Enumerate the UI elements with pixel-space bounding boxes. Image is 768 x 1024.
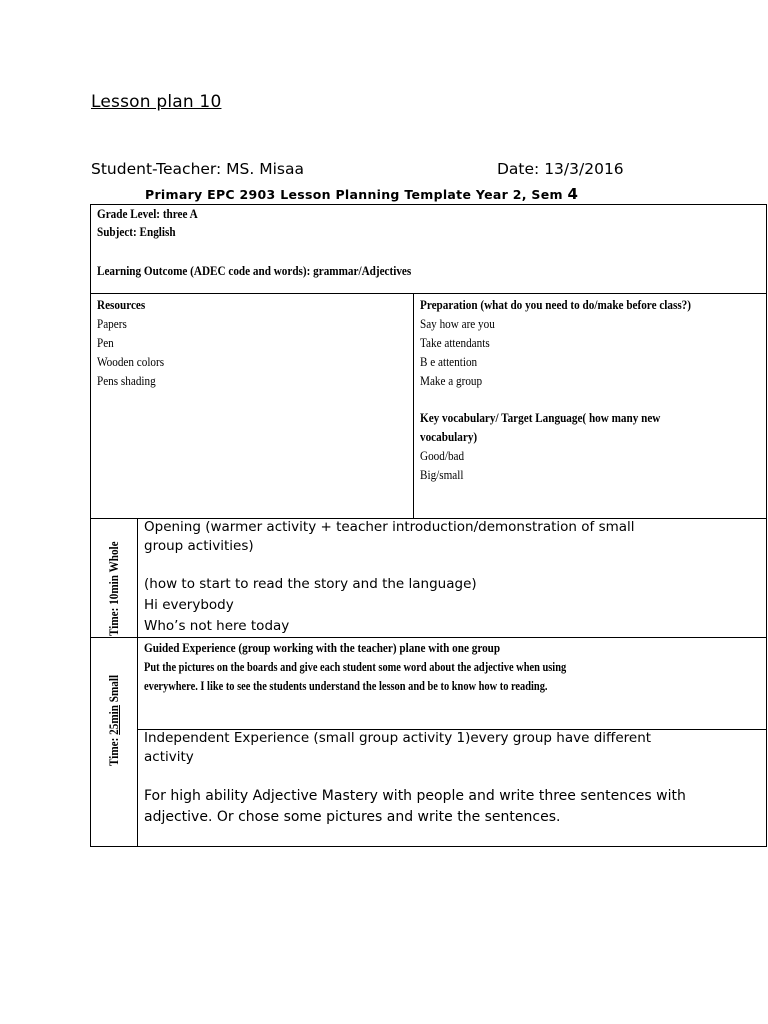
preparation-item: Say how are you [420, 316, 495, 331]
independent-body [144, 786, 686, 828]
preparation-item: B e attention [420, 354, 478, 369]
template-title-text: Primary EPC 2903 Lesson Planning Template Year 2, Sem [145, 187, 563, 202]
time-label-whole [106, 526, 122, 636]
guided-heading: Guided Experience (group working with the teacher) plane with one group [144, 640, 501, 655]
time-label-small [106, 660, 122, 766]
opening-line: Hi everybody [144, 597, 234, 613]
vocabulary-item: Good/bad [420, 448, 465, 463]
subject-text: Subject: English [97, 224, 176, 239]
independent-heading-line: activity [144, 749, 194, 765]
learning-outcome [97, 261, 462, 280]
vocabulary-heading-cont: vocabulary) [420, 429, 478, 444]
vocabulary-item: Big/small [420, 467, 464, 482]
time-label-whole-text: Time: 10min Whole [106, 541, 121, 636]
resource-item: Pen [97, 335, 114, 350]
independent-body-line: For high ability Adjective Mastery with people and write three sentences with [144, 788, 686, 804]
independent-body-line: adjective. Or chose some pictures and write the sentences. [144, 809, 561, 825]
subject [97, 222, 188, 241]
student-teacher-label: Student-Teacher: MS. Misaa [91, 160, 305, 178]
learning-outcome-text: Learning Outcome (ADEC code and words): grammar/Adjectives [97, 263, 412, 278]
divider-resources-preparation [413, 293, 414, 518]
guided-body-line: Put the pictures on the boards and give each student some word about the adjective when using [144, 659, 567, 674]
guided-section [144, 638, 672, 695]
resource-item: Wooden colors [97, 354, 165, 369]
divider-header [90, 293, 767, 294]
preparation-item: Make a group [420, 373, 483, 388]
grade-level-text: Grade Level: three A [97, 206, 198, 221]
template-title-number: 4 [567, 185, 579, 203]
independent-heading [144, 729, 651, 767]
preparation-item: Take attendants [420, 335, 490, 350]
time-label-small-prefix: Time: [106, 734, 121, 766]
divider-side-column [137, 518, 138, 847]
time-label-small-minutes: 25min [106, 705, 121, 735]
grade-level [97, 204, 214, 223]
opening-heading-line: group activities) [144, 538, 254, 554]
opening-body [144, 574, 477, 637]
preparation-cell [420, 295, 735, 484]
document-title: Lesson plan 10 [91, 92, 222, 112]
resource-item: Papers [97, 316, 127, 331]
resources-cell [97, 295, 175, 390]
vocabulary-heading: Key vocabulary/ Target Language( how many new [420, 410, 661, 425]
guided-body-line: everywhere. I like to see the students understand the lesson and be to know how to reading. [144, 678, 548, 693]
opening-heading [144, 518, 635, 556]
preparation-heading: Preparation (what do you need to do/make before class?) [420, 297, 692, 312]
template-title [145, 185, 578, 203]
independent-heading-line: Independent Experience (small group activity 1)every group have different [144, 730, 652, 746]
opening-heading-line: Opening (warmer activity + teacher introduction/demonstration of small [144, 519, 635, 535]
opening-line: Who’s not here today [144, 618, 290, 634]
time-label-small-suffix: Small [106, 674, 121, 706]
resource-item: Pens shading [97, 373, 156, 388]
resources-heading: Resources [97, 297, 146, 312]
date-label: Date: 13/3/2016 [497, 160, 624, 178]
opening-line: (how to start to read the story and the language) [144, 576, 477, 592]
time-label-small-text [106, 675, 122, 766]
